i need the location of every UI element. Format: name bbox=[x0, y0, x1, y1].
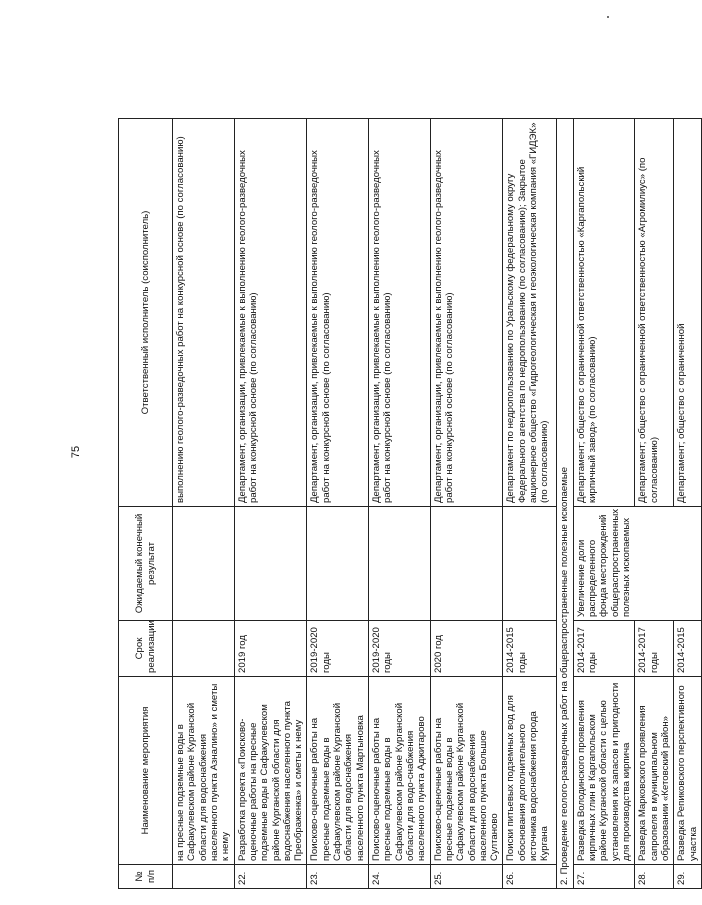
table-row bbox=[635, 119, 674, 889]
row-result bbox=[307, 507, 369, 621]
row-num: 22. bbox=[234, 865, 307, 889]
table-row bbox=[369, 119, 431, 889]
row-name: Поисково-оценочные работы на пресные подземные воды в Сафакулевском районе Курганской области для водоснабжения населенного пункта Большое Султаново bbox=[430, 677, 503, 865]
row-name: Разведка Володинского проявления кирпичных глин в Каргапольском районе Курганской области с целью установления их запасов и пригодности для производства кирпича bbox=[573, 677, 635, 865]
table-row bbox=[430, 119, 503, 889]
row-num: 24. bbox=[369, 865, 431, 889]
row-term: 2014-2017 годы bbox=[573, 621, 635, 677]
table-row bbox=[573, 119, 635, 889]
row-executor: Департамент; общество с ограниченной ответственностью «Агромилиус» (по согласованию) bbox=[635, 119, 674, 507]
row-result bbox=[503, 507, 557, 621]
row-num: 25. bbox=[430, 865, 503, 889]
measures-table bbox=[118, 118, 702, 889]
row-term bbox=[173, 621, 235, 677]
row-name: Разведка Репиковского перспективного участка bbox=[674, 677, 702, 865]
row-term: 2020 год bbox=[430, 621, 503, 677]
table-row bbox=[234, 119, 307, 889]
header-executor: Ответственный исполнитель (соисполнитель) bbox=[119, 119, 173, 507]
row-result bbox=[369, 507, 431, 621]
table-row bbox=[173, 119, 235, 889]
section-row bbox=[557, 119, 573, 889]
row-executor: Департамент, организации, привлекаемые к выполнению геолого-разведочных работ на конкурсной основе (по согласованию) bbox=[369, 119, 431, 507]
table-row bbox=[503, 119, 557, 889]
row-executor: Департамент; общество с ограниченной ответственностью «Каргапольский кирпичный завод» (по согласованию) bbox=[573, 119, 635, 507]
table-header-row bbox=[119, 119, 173, 889]
header-num: № п/п bbox=[119, 865, 173, 889]
row-name: Разработка проекта «Поисково-оценочные работы на пресные подземные воды в Сафакулевском районе Курганской области для водоснабжения населенного пункта Преображенка» и сметы к нему bbox=[234, 677, 307, 865]
header-name: Наименование мероприятия bbox=[119, 677, 173, 865]
row-executor: выполнению геолого-разведочных работ на конкурсной основе (по согласованию) bbox=[173, 119, 235, 507]
row-executor: Департамент по недропользованию по Уральскому федеральному округу Федерального агентства по недропользованию (по согласованию); Закрытое акционерное общество «Гидрогеологическая и геоэкологическая компания «ГИДЭК» (по согласованию) bbox=[503, 119, 557, 507]
row-result: Увеличение доли распределенного фонда месторождений общераспространенных полезных ископаемых bbox=[573, 507, 701, 621]
table-row bbox=[674, 119, 702, 889]
row-term: 2014-2015 годы bbox=[503, 621, 557, 677]
row-term: 2019-2020 годы bbox=[369, 621, 431, 677]
row-executor: Департамент, организации, привлекаемые к выполнению геолого-разведочных работ на конкурсной основе (по согласованию) bbox=[307, 119, 369, 507]
row-executor: Департамент, организации, привлекаемые к выполнению геолого-разведочных работ на конкурсной основе (по согласованию) bbox=[234, 119, 307, 507]
row-result bbox=[173, 507, 235, 621]
rotated-page bbox=[118, 119, 699, 889]
row-num: 26. bbox=[503, 865, 557, 889]
scan-speck bbox=[607, 16, 609, 18]
row-executor: Департамент, организации, привлекаемые к выполнению геолого-разведочных работ на конкурсной основе (по согласованию) bbox=[430, 119, 503, 507]
row-name: на пресные подземные воды в Сафакулевском районе Курганской области для водоснабжения населенного пункта Азналино» и сметы к нему bbox=[173, 677, 235, 865]
row-result bbox=[430, 507, 503, 621]
row-term: 2019-2020 годы bbox=[307, 621, 369, 677]
header-term: Срок реализации bbox=[119, 621, 173, 677]
row-num: 23. bbox=[307, 865, 369, 889]
row-term: 2014-2017 годы bbox=[635, 621, 674, 677]
header-result: Ожидаемый конечный результат bbox=[119, 507, 173, 621]
row-num: 27. bbox=[573, 865, 635, 889]
row-name: Поиски питьевых подземных вод для обоснования дополнительного источника водоснабжения города Кургана bbox=[503, 677, 557, 865]
row-num: 28. bbox=[635, 865, 674, 889]
table-row bbox=[307, 119, 369, 889]
row-result bbox=[234, 507, 307, 621]
row-num bbox=[173, 865, 235, 889]
row-name: Разведка Марковского проявления сапропеля в муниципальном образовании «Кетовский район» bbox=[635, 677, 674, 865]
row-term: 2014-2015 bbox=[674, 621, 702, 677]
row-executor: Департамент; общество с ограниченной bbox=[674, 119, 702, 507]
row-num: 29. bbox=[674, 865, 702, 889]
row-name: Поисково-оценочные работы на пресные подземные воды в Сафакулевском районе Курганской области для водоснабжения населенного пункта Мартыновка bbox=[307, 677, 369, 865]
section-title: 2. Проведение геолого-разведочных работ на общераспространенные полезные ископаемые bbox=[557, 119, 573, 889]
row-name: Поисково-оценочные работы на пресные подземные воды в Сафакулевском районе Курганской области для водо-снабжения населенного пункта Аджитарово bbox=[369, 677, 431, 865]
page-number: 75 bbox=[70, 445, 82, 459]
row-term: 2019 год bbox=[234, 621, 307, 677]
